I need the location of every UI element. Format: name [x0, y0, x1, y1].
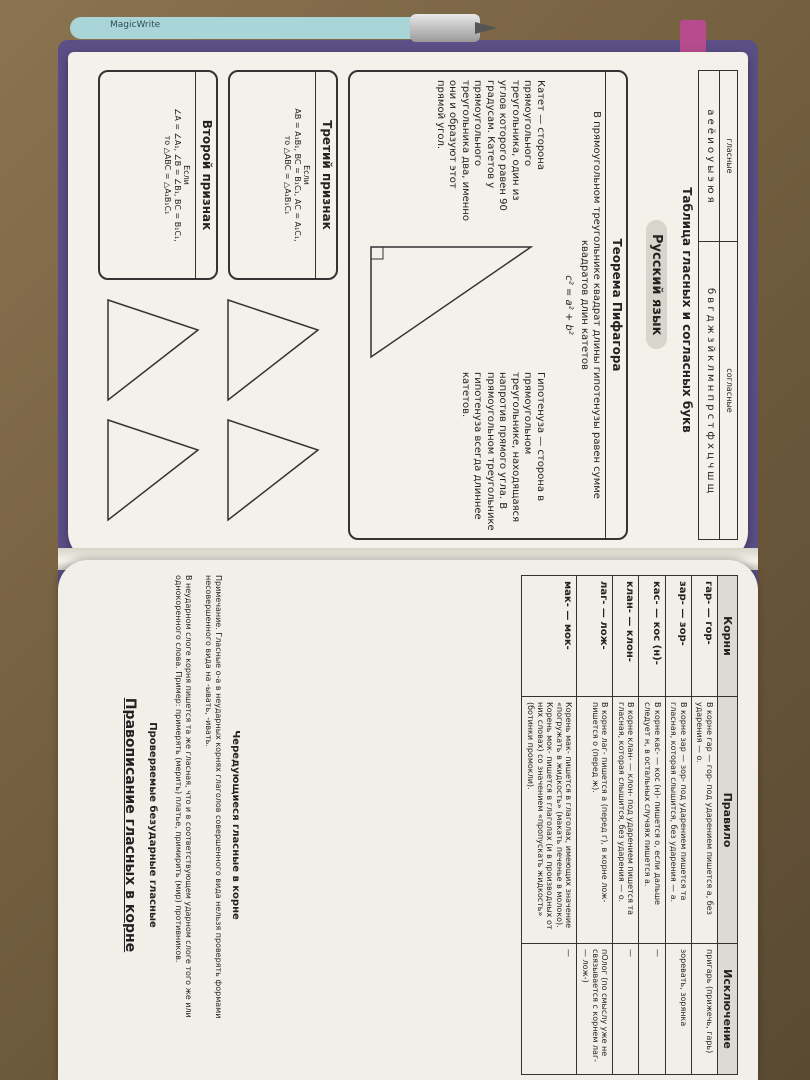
pen-cap	[410, 14, 480, 42]
top-page-content	[88, 70, 738, 550]
checked-vowels-subtitle: Проверяемые безударные гласные	[147, 722, 158, 928]
table-row	[691, 576, 717, 1075]
pythagoras-statement: В прямоугольном треугольнике квадрат длины гипотенузы равен сумме квадратов длин катетов	[578, 111, 603, 499]
hypotenuse-definition: Гипотенуза — сторона в прямоугольном треугольнике, находящаяся напротив прямого угла. В прямоугольном треугольнике гипотенуза всегда длиннее катетов.	[460, 372, 546, 531]
second-sign-if: Если	[182, 165, 192, 185]
vowels-list: а е ё и о у ы э ю я	[699, 71, 720, 242]
table-row	[613, 576, 639, 1075]
bottom-page-content	[98, 575, 738, 1075]
alternating-vowels-subtitle: Чередующиеся гласные в корне	[230, 730, 241, 920]
top-page	[68, 52, 748, 562]
root-cell: гар- — гор-	[691, 576, 717, 697]
russian-pill-wrap	[646, 220, 668, 349]
third-sign-then: то △ABC = △A₁B₁C₁	[283, 135, 293, 215]
exception-cell: —	[639, 944, 665, 1075]
vowels-header: гласные	[720, 71, 738, 242]
pen-tip	[475, 22, 497, 34]
triangle-abc-2	[228, 300, 318, 400]
second-sign-then: то △ABC = △A₁B₁C₁	[163, 135, 173, 215]
root-cell: зар- — зор-	[665, 576, 691, 697]
third-sign-title: Третий признак	[315, 72, 336, 278]
spelling-title: Правописание гласных в корне	[122, 697, 138, 953]
rule-cell: В корне лаг- пишется а (перед г), в корне лож- пишется о (перед ж).	[577, 697, 613, 944]
pythagoras-formula: c² = a² + b²	[563, 275, 575, 335]
consonants-list: б в г д ж з й к л м н п р с т ф х ц ч ш щ	[699, 242, 720, 540]
leg-definition: Катет — сторона прямоугольного треугольника, один из углов которого равен 90 градусам. Катетов у прямоугольного треугольника два, именно они и образуют этот прямой угол.	[435, 80, 546, 221]
right-triangle-diagram	[361, 237, 551, 367]
exception-cell: пОлог (по смыслу уже не связывается с корнем лаг- — лож-)	[577, 944, 613, 1075]
signs-triangles	[98, 290, 338, 540]
russian-language-pill: Русский язык	[646, 220, 667, 349]
pythagoras-box	[348, 70, 628, 540]
third-sign-box	[228, 70, 338, 280]
header-roots: Корни	[718, 576, 738, 697]
root-cell: клан- — клон-	[613, 576, 639, 697]
letters-table	[698, 70, 738, 540]
third-sign-if: Если	[302, 165, 312, 185]
exception-cell: —	[522, 944, 577, 1075]
triangle-a1b1c1-2	[228, 420, 318, 520]
triangle-a1b1c1-1	[108, 420, 198, 520]
third-sign-cond: AB = A₁B₁, BC = B₁C₁, AC = A₁C₁,	[292, 108, 302, 242]
header-rule: Правило	[718, 697, 738, 944]
rule-cell: В корне клан- — клон- под ударением пишется та гласная, которая слышится, без ударения — о.	[613, 697, 639, 944]
second-sign-cond: ∠A = ∠A₁, ∠B = ∠B₁, BC = B₁C₁,	[172, 108, 182, 242]
second-sign-box	[98, 70, 218, 280]
table-row	[639, 576, 665, 1075]
pythagoras-title: Теорема Пифагора	[605, 72, 626, 538]
pen	[70, 12, 500, 42]
rule-cell: В корне кас- — кос (н)- пишется о, если дальше следует н, в остальных случаях пишется а.	[639, 697, 665, 944]
exception-cell: пригарь (прижечь, гарь)	[691, 944, 717, 1075]
header-exception: Исключение	[718, 944, 738, 1075]
note-paragraph: Примечание. Гласные о-а в неударных корнях глаголов совершенного вида нельзя проверять формами несовершенного вида на -ывать, -ивать.	[204, 575, 223, 1019]
root-cell: лаг- — лож-	[577, 576, 613, 697]
second-sign-title: Второй признак	[195, 72, 216, 278]
pen-label: MagicWrite	[110, 20, 161, 30]
bottom-page	[58, 560, 758, 1080]
rule-cell: В корне гар — гор- под ударением пишется а, без ударения — о.	[691, 697, 717, 944]
alternating-roots-table	[522, 575, 739, 1075]
table-row	[577, 576, 613, 1075]
checked-vowels-paragraph: В неударном слоге корня пишется та же гласная, что и в соответствующем ударном слоге того же или однокоренного слова. Пример: примерять (мерить) платье, примирить (мир) противников.	[174, 575, 193, 1018]
triangle-abc-1	[108, 300, 198, 400]
rule-cell: В корне зар — зор- под ударением пишется та гласная, которая слышится, без ударения — а.	[665, 697, 691, 944]
exception-cell: —	[613, 944, 639, 1075]
table-row	[665, 576, 691, 1075]
rule-cell: Корень мак- пишется в глаголах, имеющих значение «погружать в жидкость» (макать печенье в молоко). Корень мок- пишется в глаголах (и в производных от них словах) со значением «пропускать жидкость» (ботинки промокли).	[522, 697, 577, 944]
consonants-header: согласные	[720, 242, 738, 540]
root-cell: кас- — кос (н)-	[639, 576, 665, 697]
exception-cell: зоревать, зорянка	[665, 944, 691, 1075]
letters-table-title: Таблица гласных и согласных букв	[680, 187, 694, 433]
table-row	[522, 576, 577, 1075]
root-cell: мак- — мок-	[522, 576, 577, 697]
